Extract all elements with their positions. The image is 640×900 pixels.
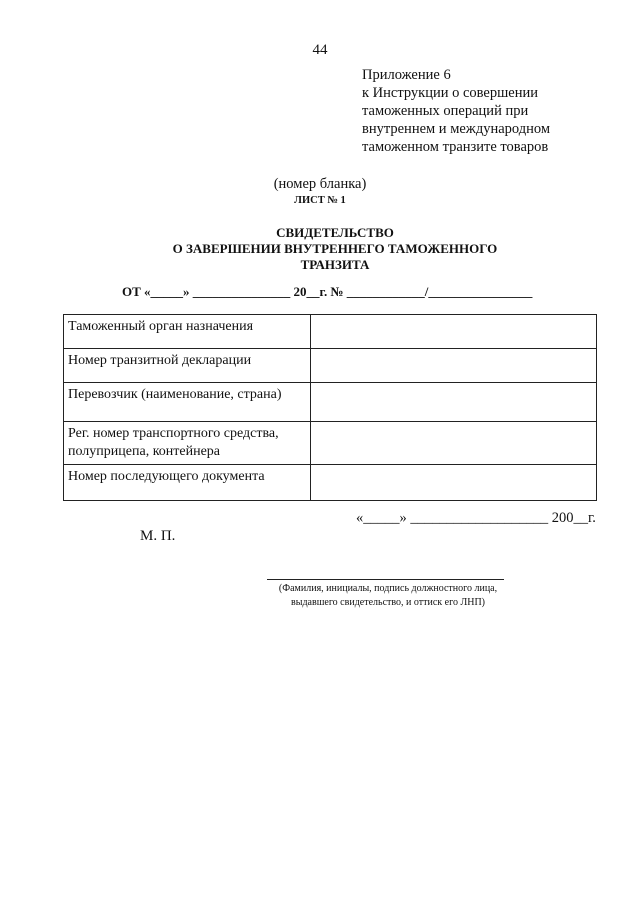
row-label: Номер последующего документа (64, 465, 311, 501)
table-row (64, 383, 597, 422)
table-row (64, 315, 597, 349)
row-value (311, 383, 597, 422)
title-line: О ЗАВЕРШЕНИИ ВНУТРЕННЕГО ТАМОЖЕННОГО (172, 241, 498, 256)
appendix-line: таможенном транзите товаров (362, 139, 549, 155)
appendix-reference (362, 66, 632, 156)
stamp-place-label: М. П. (140, 528, 176, 544)
row-label: Таможенный орган назначения (64, 315, 311, 349)
date-number-line: ОТ «_____» _______________ 20__г. № ____________/________________ (122, 284, 533, 299)
table-row (64, 422, 597, 465)
row-label: Номер транзитной декларации (64, 349, 311, 383)
signature-line (267, 579, 504, 580)
title-line: СВИДЕТЕЛЬСТВО (276, 225, 394, 240)
table-row (64, 349, 597, 383)
page-number: 44 (312, 42, 328, 58)
sheet-label: ЛИСТ № 1 (294, 195, 346, 206)
row-value (311, 422, 597, 465)
signature-date-line: «_____» ___________________ 200__г. (356, 510, 596, 526)
row-value (311, 465, 597, 501)
appendix-line: внутреннем и международном (362, 121, 551, 137)
row-label: Рег. номер транспортного средства, полуприцепа, контейнера (64, 422, 311, 465)
info-table (63, 314, 597, 501)
appendix-line: к Инструкции о совершении (362, 85, 538, 101)
table-row (64, 465, 597, 501)
appendix-line: Приложение 6 (362, 67, 451, 83)
row-value (311, 315, 597, 349)
signature-caption (258, 582, 518, 610)
form-number-label: (номер бланка) (273, 176, 367, 192)
row-label: Перевозчик (наименование, страна) (64, 383, 311, 422)
title-line: ТРАНЗИТА (300, 257, 370, 272)
document-title (0, 225, 640, 273)
row-value (311, 349, 597, 383)
caption-line: выдавшего свидетельство, и оттиск его ЛНП) (291, 597, 485, 608)
appendix-line: таможенных операций при (362, 103, 529, 119)
caption-line: (Фамилия, инициалы, подпись должностного лица, (278, 583, 498, 594)
